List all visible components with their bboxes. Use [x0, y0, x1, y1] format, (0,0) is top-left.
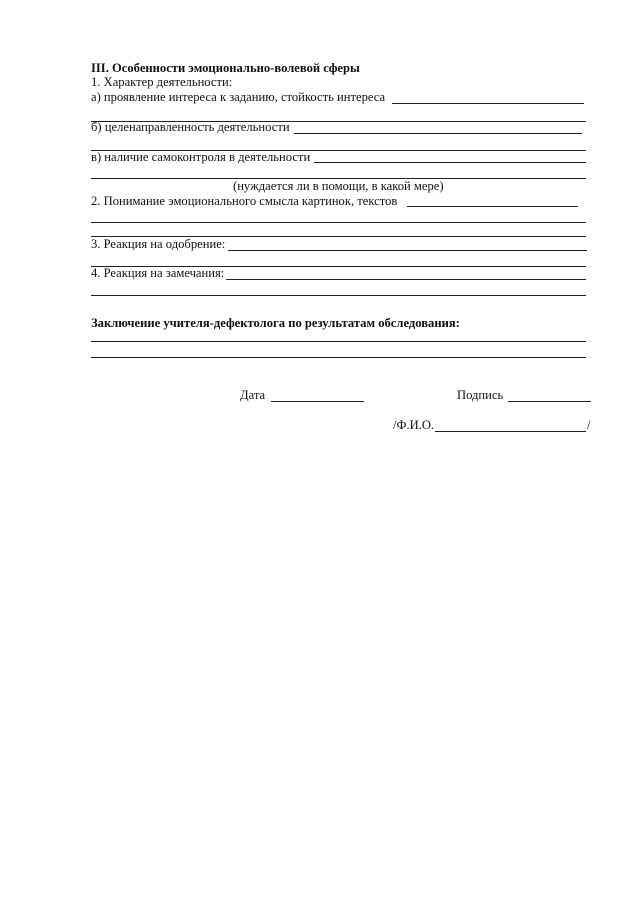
item4-answer-line-2[interactable] — [91, 295, 586, 296]
item1-b-answer-line[interactable] — [294, 133, 582, 134]
item1-v-label: в) наличие самоконтроля в деятельности — [91, 150, 311, 164]
section-heading: III. Особенности эмоционально-волевой сферы — [91, 61, 360, 75]
fio-end-slash: / — [587, 418, 591, 432]
date-field[interactable] — [271, 401, 364, 402]
item1-a-label: а) проявление интереса к заданию, стойкость интереса — [91, 90, 386, 104]
item1-v-answer-line[interactable] — [314, 162, 586, 163]
fio-field[interactable] — [435, 431, 586, 432]
item4-answer-line[interactable] — [226, 279, 586, 280]
item4-label: 4. Реакция на замечания: — [91, 266, 225, 280]
item2-answer-line[interactable] — [407, 206, 578, 207]
conclusion-line-2[interactable] — [91, 357, 586, 358]
item2-label: 2. Понимание эмоционального смысла картинок, текстов — [91, 194, 398, 208]
item2-answer-line-2[interactable] — [91, 222, 586, 223]
sign-label: Подпись — [457, 388, 504, 402]
conclusion-line-1[interactable] — [91, 341, 586, 342]
item1-b-label: б) целенаправленность деятельности — [91, 120, 290, 134]
item1-a-answer-line[interactable] — [392, 103, 584, 104]
item1-note: (нуждается ли в помощи, в какой мере) — [233, 179, 444, 193]
sign-field[interactable] — [508, 401, 591, 402]
conclusion-title: Заключение учителя-дефектолога по результатам обследования: — [91, 316, 460, 330]
fio-label: /Ф.И.О. — [393, 418, 435, 432]
item3-label: 3. Реакция на одобрение: — [91, 237, 226, 251]
item3-answer-line[interactable] — [228, 250, 587, 251]
item1-title: 1. Характер деятельности: — [91, 75, 233, 89]
date-label: Дата — [240, 388, 266, 402]
